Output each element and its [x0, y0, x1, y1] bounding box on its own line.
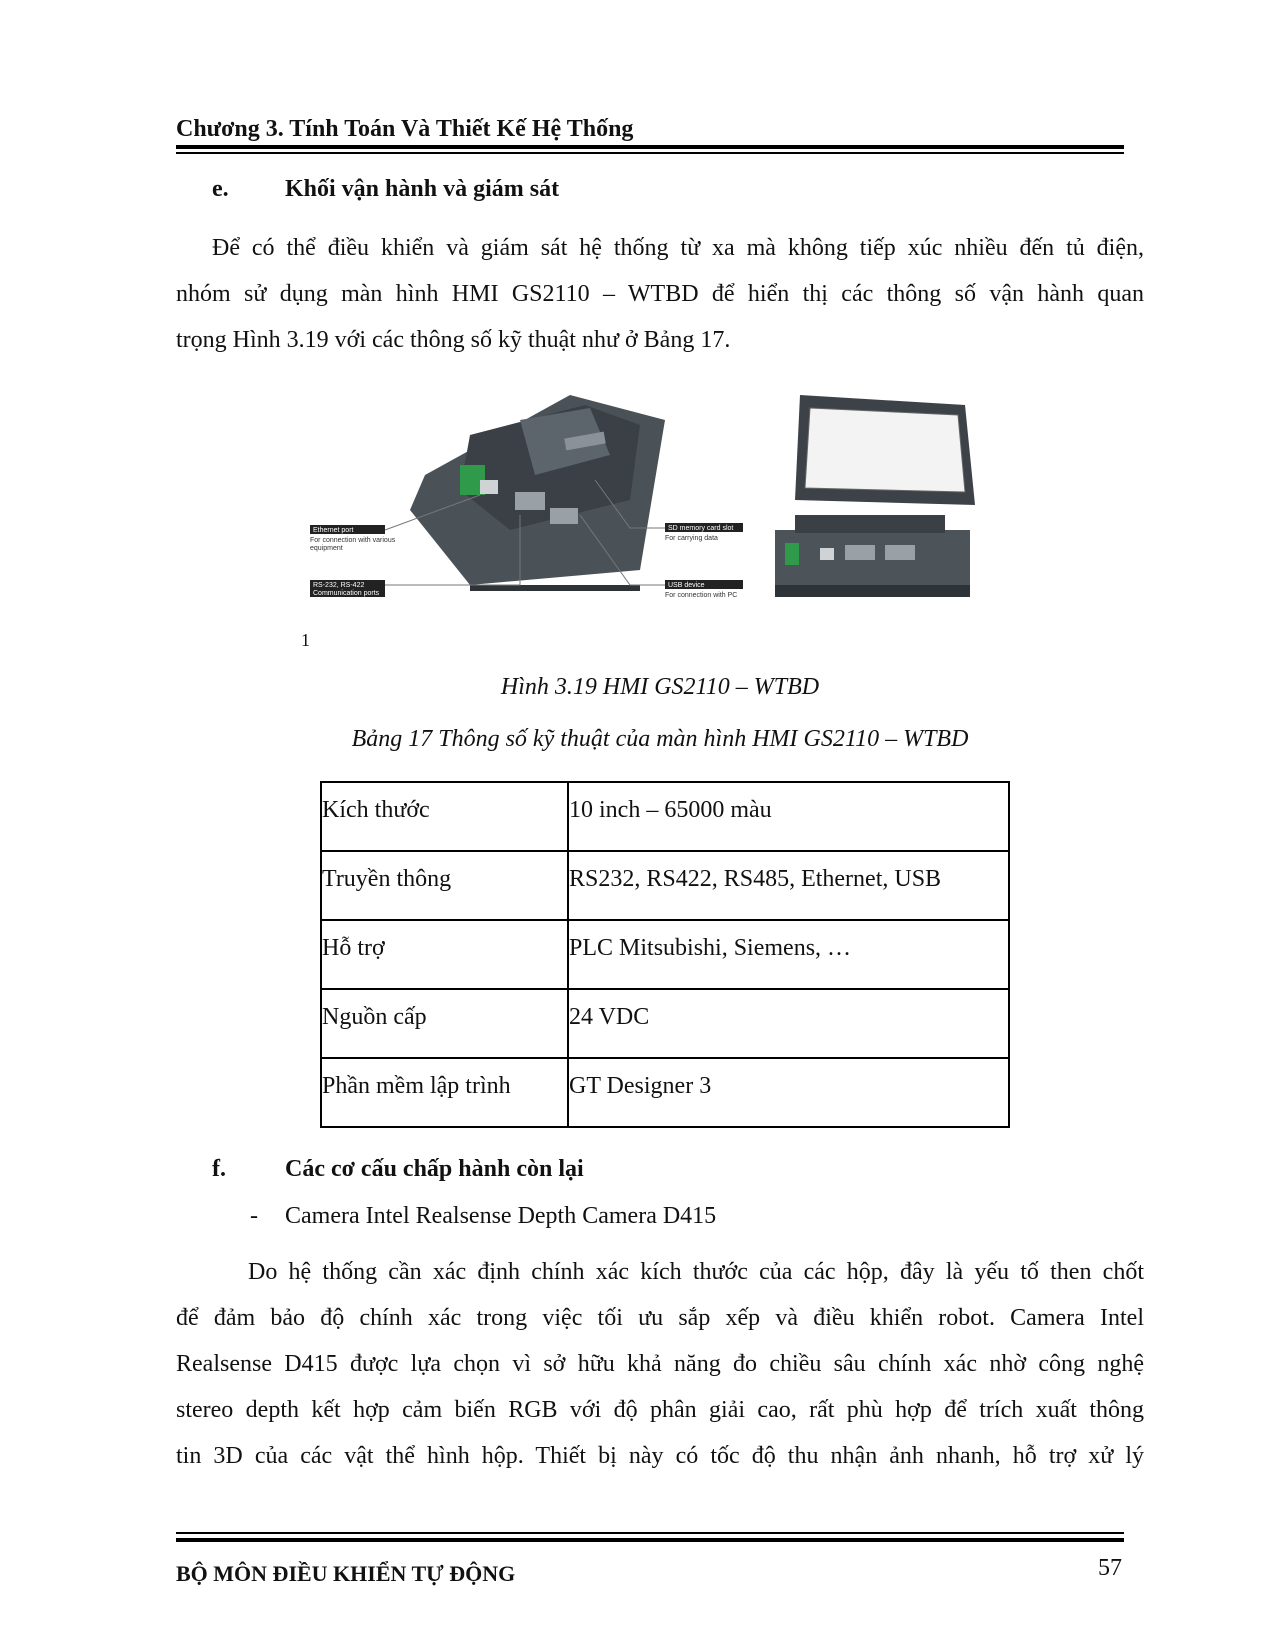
- usb-device-label: USB device: [668, 582, 705, 589]
- paragraph-line: Do hệ thống cần xác định chính xác kích thước của các hộp, đây là yếu tố then chốt: [248, 1259, 1144, 1285]
- figure-side-number: 1: [301, 630, 310, 650]
- section-e-title: Khối vận hành và giám sát: [285, 176, 560, 202]
- hmi-rear-view: [410, 395, 665, 591]
- section-f-title: Các cơ cấu chấp hành còn lại: [285, 1156, 584, 1182]
- header-rule-thin: [176, 152, 1124, 154]
- spec-value: RS232, RS422, RS485, Ethernet, USB: [568, 851, 1009, 920]
- spec-key: Nguồn cấp: [321, 989, 568, 1058]
- table-row: [321, 1058, 1009, 1127]
- ethernet-port-desc-1: For connection with various: [310, 537, 396, 544]
- paragraph-line: Để có thể điều khiển và giám sát hệ thống từ xa mà không tiếp xúc nhiều đến tủ điện,: [212, 235, 1144, 261]
- footer-rule-thick: [176, 1538, 1124, 1542]
- header-rule-thick: [176, 145, 1124, 149]
- paragraph-line: trọng Hình 3.19 với các thông số kỹ thuật như ở Bảng 17.: [176, 327, 731, 353]
- spec-value: PLC Mitsubishi, Siemens, …: [568, 920, 1009, 989]
- sd-card-label: SD memory card slot: [668, 525, 734, 532]
- spec-key: Truyền thông: [321, 851, 568, 920]
- paragraph-line: tin 3D của các vật thể hình hộp. Thiết bị này có tốc độ thu nhận ảnh nhanh, hỗ trợ xử lý: [176, 1443, 1144, 1469]
- usb-device-desc: For connection with PC: [665, 592, 738, 599]
- ethernet-port-label: Ethernet port: [313, 527, 354, 534]
- figure-caption: Hình 3.19 HMI GS2110 – WTBD: [500, 674, 820, 700]
- paragraph-line: để đảm bảo độ chính xác trong việc tối ưu sắp xếp và điều khiển robot. Camera Intel: [176, 1305, 1144, 1331]
- rs-port-label-1: RS-232, RS-422: [313, 582, 365, 589]
- spec-value: GT Designer 3: [568, 1058, 1009, 1127]
- hmi-product-figure: [310, 380, 1010, 660]
- hmi-front-view: [795, 395, 975, 505]
- chapter-header: Chương 3. Tính Toán Và Thiết Kế Hệ Thống: [176, 116, 634, 142]
- section-e-letter: e.: [212, 176, 229, 202]
- table-row: [321, 920, 1009, 989]
- paragraph-line: nhóm sử dụng màn hình HMI GS2110 – WTBD để hiển thị các thông số vận hành quan: [176, 281, 1144, 307]
- rs-port-label-2: Communication ports: [313, 590, 380, 597]
- paragraph-line: Realsense D415 được lựa chọn vì sở hữu khả năng đo chiều sâu chính xác nhờ công nghệ: [176, 1351, 1144, 1377]
- spec-value: 10 inch – 65000 màu: [568, 782, 1009, 851]
- bullet-dash: -: [250, 1203, 258, 1229]
- spec-key: Phần mềm lập trình: [321, 1058, 568, 1127]
- section-e-paragraph: [176, 225, 1144, 363]
- spec-key: Hỗ trợ: [321, 920, 568, 989]
- spec-key: Kích thước: [321, 782, 568, 851]
- sd-card-desc: For carrying data: [665, 535, 718, 542]
- footer-rule-thin: [176, 1532, 1124, 1534]
- section-f-paragraph: [176, 1249, 1144, 1479]
- table-row: [321, 851, 1009, 920]
- table-caption: Bảng 17 Thông số kỹ thuật của màn hình HMI GS2110 – WTBD: [351, 726, 969, 752]
- hmi-bottom-view: [775, 515, 970, 597]
- section-f-letter: f.: [212, 1156, 226, 1182]
- ethernet-port-desc-2: equipment: [310, 545, 343, 552]
- footer-department: BỘ MÔN ĐIỀU KHIỂN TỰ ĐỘNG: [176, 1561, 516, 1586]
- page-number: 57: [1098, 1555, 1122, 1581]
- table-row: [321, 782, 1009, 851]
- bullet-camera: Camera Intel Realsense Depth Camera D415: [285, 1203, 717, 1229]
- table-row: [321, 989, 1009, 1058]
- paragraph-line: stereo depth kết hợp cảm biến RGB với độ phân giải cao, rất phù hợp để trích xuất thông: [176, 1397, 1144, 1423]
- spec-value: 24 VDC: [568, 989, 1009, 1058]
- spec-table: [320, 781, 1010, 1128]
